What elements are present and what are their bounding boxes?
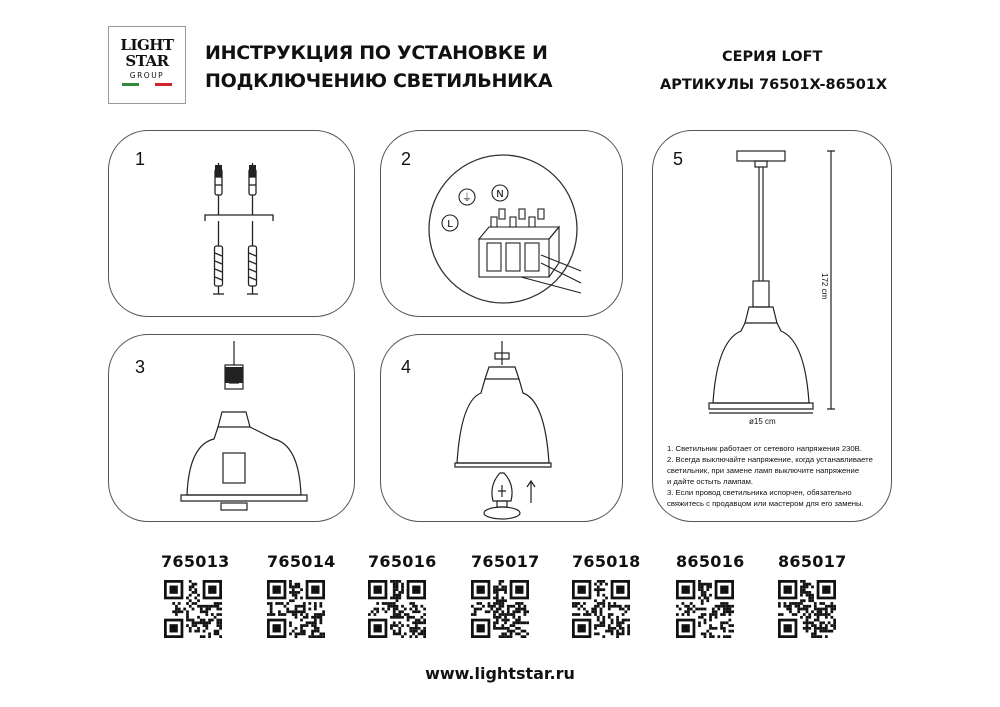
article-number: 865017 <box>778 552 847 571</box>
diameter-dimension-label: ø15 cm <box>749 417 776 426</box>
logo-text-star: STAR <box>125 52 169 70</box>
step-5-panel <box>652 130 892 522</box>
note-line: и дайте остыть лампам. <box>667 477 754 486</box>
step-1-panel <box>108 130 355 317</box>
step-3-panel <box>108 334 355 522</box>
qr-code-icon[interactable] <box>164 580 222 638</box>
article-number: 765018 <box>572 552 641 571</box>
step-number: 4 <box>401 357 412 377</box>
safety-notes <box>667 443 887 509</box>
step-number: 2 <box>401 149 412 169</box>
logo-text-group: GROUP <box>129 71 165 80</box>
height-dimension-label: 172 cm <box>820 273 829 300</box>
step-number: 1 <box>135 149 146 169</box>
terminal-block-icon <box>381 131 624 318</box>
step-number: 5 <box>673 149 684 169</box>
qr-code-icon[interactable] <box>778 580 836 638</box>
article-number: 765014 <box>267 552 336 571</box>
document-title-line2: ПОДКЛЮЧЕНИЮ СВЕТИЛЬНИКА <box>205 70 553 92</box>
screw-anchor-icon <box>109 131 356 318</box>
note-line: свяжитесь с продавцом или мастером для его замены. <box>667 499 864 508</box>
articles-label: АРТИКУЛЫ 76501X-86501X <box>660 77 888 93</box>
document-title-line1: ИНСТРУКЦИЯ ПО УСТАНОВКЕ И <box>205 42 548 64</box>
qr-code-icon[interactable] <box>676 580 734 638</box>
qr-code-icon[interactable] <box>267 580 325 638</box>
note-line: светильник, при замене ламп выключите напряжение <box>667 466 860 475</box>
ground-symbol: ⏚ <box>462 193 472 204</box>
note-line: 1. Светильник работает от сетевого напряжения 230В. <box>667 444 862 453</box>
italian-flag-stripe <box>122 83 172 86</box>
article-number: 865016 <box>676 552 745 571</box>
mounting-bracket-icon <box>205 215 273 221</box>
note-line: 2. Всегда выключайте напряжение, когда устанавливаете <box>667 455 873 464</box>
qr-code-icon[interactable] <box>368 580 426 638</box>
brand-logo <box>108 26 186 104</box>
step-2-panel <box>380 130 623 317</box>
website-link[interactable]: www.lightstar.ru <box>425 664 575 683</box>
article-number: 765017 <box>471 552 540 571</box>
article-number: 765013 <box>161 552 230 571</box>
series-label: СЕРИЯ LOFT <box>722 49 823 65</box>
step-4-panel <box>380 334 623 522</box>
lamp-shade-icon <box>109 335 356 523</box>
note-line: 3. Если провод светильника испорчен, обязательно <box>667 488 852 497</box>
live-label: L <box>447 219 453 230</box>
light-bulb-icon <box>381 335 624 523</box>
logo-text-light: LIGHT <box>120 36 174 54</box>
step-number: 3 <box>135 357 146 377</box>
qr-code-icon[interactable] <box>471 580 529 638</box>
article-number: 765016 <box>368 552 437 571</box>
qr-code-icon[interactable] <box>572 580 630 638</box>
neutral-label: N <box>496 189 504 200</box>
